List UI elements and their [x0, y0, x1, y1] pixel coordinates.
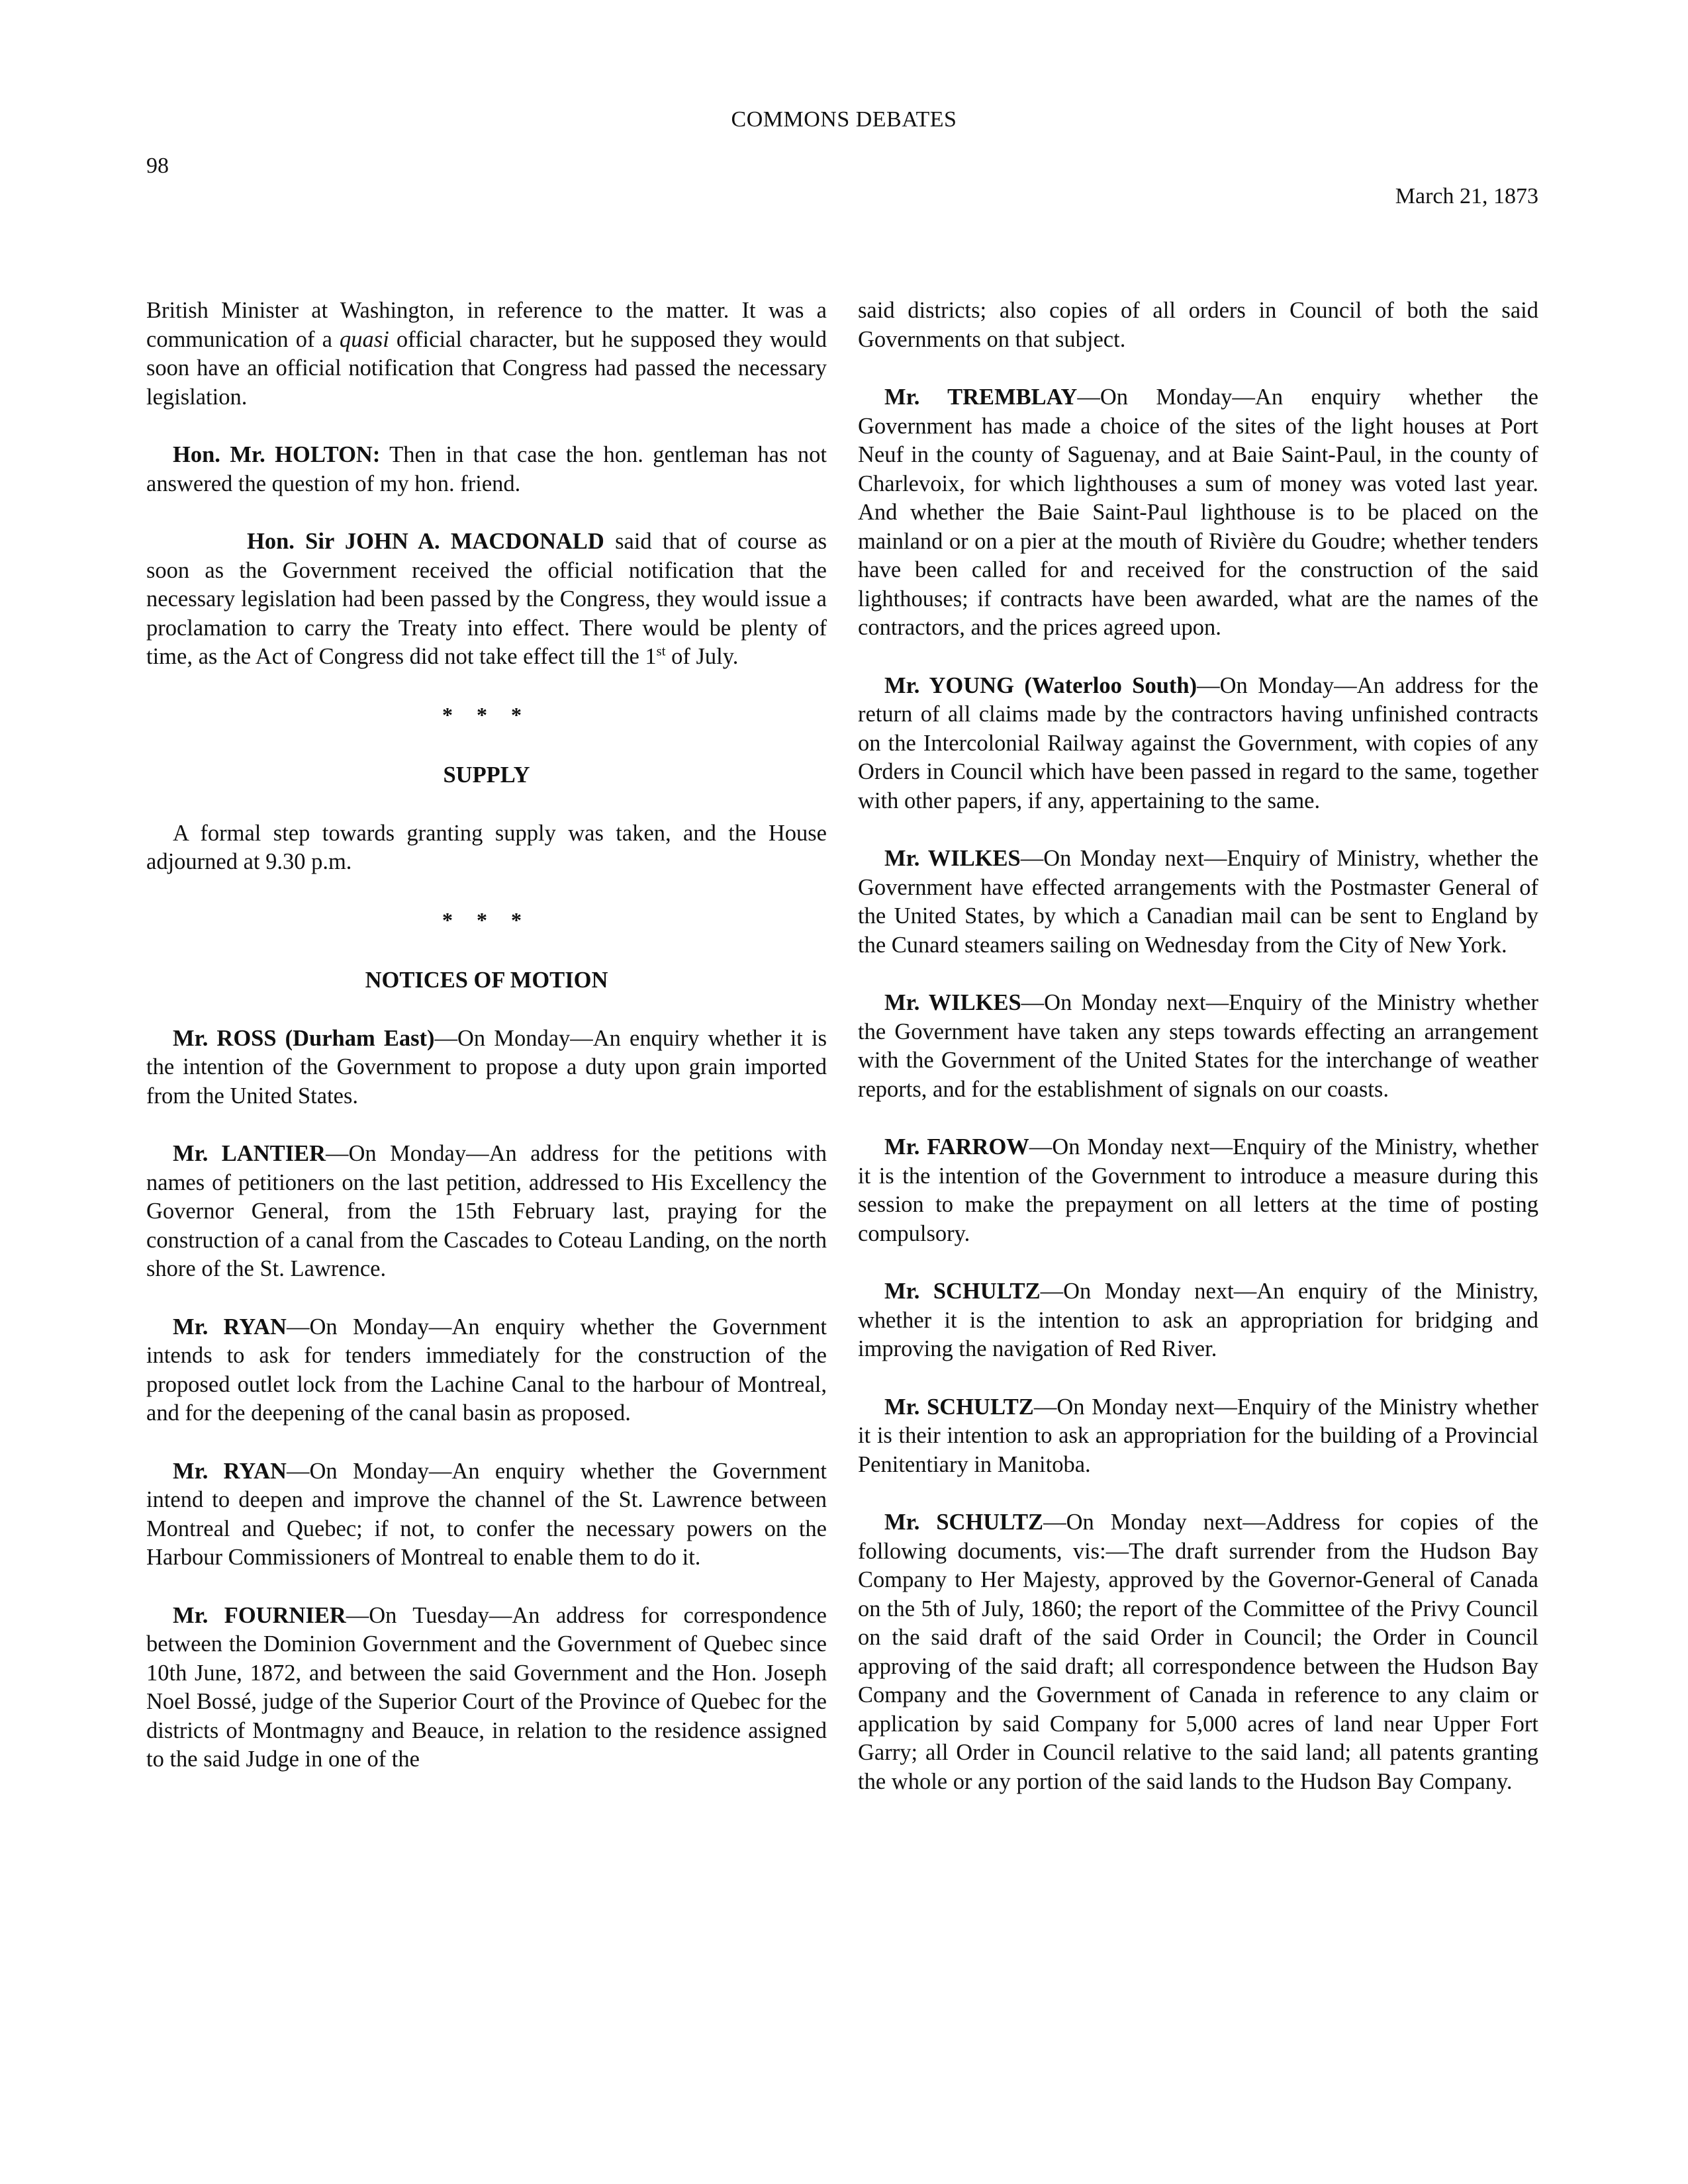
section-heading-supply: SUPPLY	[443, 762, 530, 788]
ordinal-suffix: st	[656, 644, 666, 659]
notice-text: —On Monday next—Enquiry of the Ministry, whether it is the intention of the Government to introduce a measure during this session to make the prepayment on all letters at the time of posting compulsory.	[858, 1134, 1538, 1246]
notice-text: —On Monday—An address for the petitions with names of petitioners on the last petition, addressed to His Excellency the Governor General, from the 15th February last, praying for the construction of a canal from the Cascades to Coteau Landing, on the north shore of the St. Lawrence.	[146, 1141, 827, 1281]
speaker-name: Mr. ROSS (Durham East)	[173, 1025, 435, 1051]
speaker-name: Mr. YOUNG (Waterloo South)	[884, 672, 1197, 698]
paragraph-text: British Minister at Washington, in reference to the matter. It was a communication of a	[146, 298, 827, 352]
notice-ryan-1	[146, 1313, 827, 1428]
notice-text: —On Monday next—Address for copies of the following documents, vis:—The draft surrender from the Hudson Bay Company to Her Majesty, approved by the Governor-General of Canada on the 5th of July, 1860; the report of the Committee of the Privy Council on the said draft of the said Order in Council; the Order in Council approving of the said draft; all correspondence between the Hudson Bay Company and the Government of Canada in reference to any claim or application by said Company for 5,000 acres of land near Upper Fort Garry; all Order in Council relative to the said land; all patents granting the whole or any portion of the said lands to the Hudson Bay Company.	[858, 1510, 1538, 1794]
speech-macdonald	[146, 527, 827, 672]
notice-schultz-3	[858, 1508, 1538, 1796]
speaker-name: Hon. Sir JOHN A. MACDONALD	[247, 529, 604, 554]
notice-text: —On Tuesday—An address for correspondence between the Dominion Government and the Government of Quebec since 10th June, 1872, and between the said Government and the Hon. Joseph Noel Bossé, judge of the Superior Court of the Province of Quebec for the districts of Montmagny and Beauce, in relation to the residence assigned to the said Judge in one of the	[146, 1602, 827, 1772]
speaker-name: Mr. TREMBLAY	[884, 385, 1078, 410]
speaker-name: Mr. WILKES	[884, 990, 1021, 1015]
notice-farrow	[858, 1133, 1538, 1248]
notice-text: —On Monday next—Enquiry of the Ministry whether the Government have taken any steps towards effecting an arrangement with the Government of the United States for the interchange of weather reports, and for the establishment of signals on our coasts.	[858, 990, 1539, 1102]
speaker-name: Mr. SCHULTZ	[884, 1394, 1034, 1420]
speech-text: said that of course as soon as the Government received the official notification that the necessary legislation had been passed by the Congress, they would issue a proclamation to carry the Treaty into effect. There would be plenty of time, as the Act of Congress did not take effect till the 1	[146, 529, 827, 669]
speech-holton	[146, 441, 827, 498]
page-date: March 21, 1873	[1395, 184, 1538, 208]
speaker-name: Hon. Mr. HOLTON:	[173, 442, 381, 467]
notice-wilkes-2	[858, 989, 1538, 1104]
notice-wilkes-1	[858, 844, 1538, 960]
speaker-name: Mr. FARROW	[884, 1134, 1029, 1160]
running-title: COMMONS DEBATES	[731, 107, 957, 132]
notice-text: —On Monday—An enquiry whether the Government has made a choice of the sites of the light houses at Port Neuf in the county of Saguenay, and at Baie Saint-Paul, in the county of Charlevoix, for which lighthouses a sum of money was voted last year. And whether the Baie Saint-Paul lighthouse is to be placed on the mainland or on a pier at the mouth of Rivière du Goudre; whether tenders have been called for and received for the construction of the said lighthouses; if contracts have been awarded, what are the names of the contractors, and the prices agreed upon.	[858, 385, 1538, 640]
notice-text: —On Monday next—An enquiry of the Ministry, whether it is the intention to ask an appropriation for bridging and improving the navigation of Red River.	[858, 1279, 1538, 1361]
notice-text: —On Monday—An enquiry whether the Government intend to deepen and improve the channel of the St. Lawrence between Montreal and Quebec; if not, to confer the necessary powers on the Harbour Commissioners of Montreal to enable them to do it.	[146, 1458, 827, 1570]
speech-text: Then in that case the hon. gentleman has not answered the question of my hon. friend.	[146, 442, 827, 496]
notice-ross	[146, 1024, 827, 1111]
right-column	[858, 296, 1538, 1825]
two-column-body	[146, 296, 1538, 1825]
section-separator: * * *	[442, 907, 531, 932]
notice-text: —On Monday next—Enquiry of Ministry, whether the Government have effected arrangements with the Postmaster General of the United States, by which a Canadian mail can be sent to England by the Cunard steamers sailing on Wednesday from the City of New York.	[858, 846, 1539, 958]
page-number: 98	[146, 154, 169, 178]
speaker-name: Mr. FOURNIER	[173, 1602, 346, 1628]
notice-young	[858, 672, 1538, 816]
section-heading-notices: NOTICES OF MOTION	[365, 968, 608, 993]
notice-text: —On Monday—An address for the return of all claims made by the contractors having unfinished contracts on the Intercolonial Railway against the Government, with copies of any Orders in Council which have been passed in regard to the same, together with other papers, if any, appertaining to the same.	[858, 672, 1538, 813]
notice-text: —On Monday—An enquiry whether it is the intention of the Government to propose a duty upon grain imported from the United States.	[146, 1025, 827, 1109]
speech-text: of July.	[665, 644, 739, 669]
notice-schultz-1	[858, 1277, 1538, 1364]
section-separator: * * *	[442, 702, 531, 727]
paragraph-continuation	[146, 296, 827, 412]
speaker-name: Mr. RYAN	[173, 1458, 287, 1484]
speaker-name: Mr. SCHULTZ	[884, 1279, 1041, 1304]
speaker-name: Mr. SCHULTZ	[884, 1510, 1044, 1535]
notice-schultz-2	[858, 1393, 1538, 1480]
notice-tremblay	[858, 383, 1538, 643]
speaker-name: Mr. LANTIER	[173, 1141, 326, 1166]
notice-lantier	[146, 1140, 827, 1284]
paragraph-text: official character, but he supposed they would soon have an official notification that Congress had passed the necessary legislation.	[146, 326, 827, 410]
notice-text: —On Monday next—Enquiry of the Ministry whether it is their intention to ask an appropriation for the building of a Provincial Penitentiary in Manitoba.	[858, 1394, 1538, 1477]
notice-fournier	[146, 1602, 827, 1774]
notice-text: —On Monday—An enquiry whether the Government intends to ask for tenders immediately for the construction of the proposed outlet lock from the Lachine Canal to the harbour of Montreal, and for the deepening of the canal basin as proposed.	[146, 1314, 827, 1426]
paragraph-continuation: said districts; also copies of all orders in Council of both the said Governments on that subject.	[858, 298, 1538, 352]
supply-paragraph: A formal step towards granting supply was taken, and the House adjourned at 9.30 p.m.	[146, 820, 827, 874]
left-column	[146, 296, 827, 1825]
speaker-name: Mr. WILKES	[884, 846, 1021, 871]
italic-word: quasi	[340, 326, 389, 352]
speaker-name: Mr. RYAN	[173, 1314, 287, 1340]
notice-ryan-2	[146, 1457, 827, 1572]
